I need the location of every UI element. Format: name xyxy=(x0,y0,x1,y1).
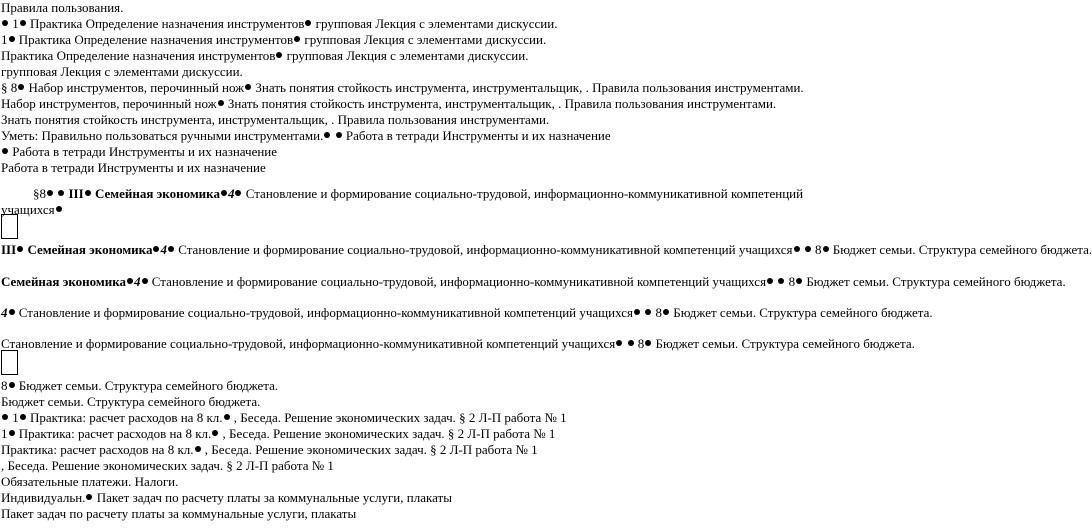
bullet-icon xyxy=(634,309,640,315)
text-line: Практика: расчет расходов на 8 кл. , Беседа. Решение экономических задач. § 2 Л-П работа № 1 xyxy=(1,442,538,457)
bullet-icon xyxy=(20,20,26,26)
text-line: 4 Становление и формирование социально-трудовой, информационно-коммуникативной компетенций учащихся 8 Бюджет семьи. Структура семейного бюджета. xyxy=(1,305,933,320)
bullet-icon xyxy=(153,246,159,252)
bullet-icon xyxy=(9,36,15,42)
bullet-icon xyxy=(85,190,91,196)
text-line: 8 Бюджет семьи. Структура семейного бюджета. xyxy=(1,378,279,393)
text-line: Семейная экономика 4 Становление и формирование социально-трудовой, информационно-коммуникативной компетенций учащихся 8 Бюджет семьи. Структура семейного бюджета. xyxy=(1,274,1066,289)
bullet-icon xyxy=(336,132,342,138)
bullet-icon xyxy=(9,430,15,436)
bullet-icon xyxy=(195,446,201,452)
bullet-icon xyxy=(221,190,227,196)
bullet-icon xyxy=(767,278,773,284)
text-line: 1 Практика: расчет расходов на 8 кл. , Беседа. Решение экономических задач. § 2 Л-П работа № 1 xyxy=(1,426,556,441)
bullet-icon xyxy=(168,246,174,252)
bullet-icon xyxy=(663,309,669,315)
text-line: Работа в тетради Инструменты и их назначение xyxy=(1,144,277,160)
bullet-icon xyxy=(86,494,92,500)
bullet-icon xyxy=(2,414,8,420)
text-line: Обязательные платежи. Налоги. xyxy=(1,474,179,489)
bullet-icon xyxy=(18,84,24,90)
bullet-icon xyxy=(56,206,62,212)
text-line: 1 Практика: расчет расходов на 8 кл. , Беседа. Решение экономических задач. § 2 Л-П работа № 1 xyxy=(1,410,567,426)
text-line: Знать понятия стойкость инструмента, инструментальщик, . Правила пользования инструментами. xyxy=(1,112,550,127)
bullet-icon xyxy=(2,20,8,26)
bullet-icon xyxy=(628,340,634,346)
bullet-icon xyxy=(823,246,829,252)
bullet-icon xyxy=(796,278,802,284)
text-line: групповая Лекция с элементами дискуссии. xyxy=(1,64,243,79)
bullet-icon xyxy=(305,20,311,26)
bullet-icon xyxy=(794,246,800,252)
image-placeholder xyxy=(1,214,18,239)
bullet-icon xyxy=(245,84,251,90)
text-line: Бюджет семьи. Структура семейного бюджета. xyxy=(1,394,261,409)
bullet-icon xyxy=(805,246,811,252)
bullet-icon xyxy=(235,190,241,196)
bullet-icon xyxy=(58,190,64,196)
bullet-icon xyxy=(20,414,26,420)
text-line: Индивидуальн. Пакет задач по расчету платы за коммунальные услуги, плакаты xyxy=(1,490,452,505)
bullet-icon xyxy=(294,36,300,42)
bullet-icon xyxy=(616,340,622,346)
text-line: Работа в тетради Инструменты и их назначение xyxy=(1,160,266,175)
text-line: Практика Определение назначения инструментов групповая Лекция с элементами дискуссии. xyxy=(1,48,529,63)
text-line: III Семейная экономика 4 Становление и формирование социально-трудовой, информационно-коммуникативной компетенций учащихся 8 Бюджет семьи. Структура семейного бюджета. xyxy=(1,242,1092,257)
text-line: Правила пользования. xyxy=(1,0,124,15)
bullet-icon xyxy=(142,278,148,284)
bullet-icon xyxy=(324,132,330,138)
text-line: 1 Практика Определение назначения инструментов групповая Лекция с элементами дискуссии. xyxy=(1,16,557,32)
bullet-icon xyxy=(224,414,230,420)
bullet-icon xyxy=(127,278,133,284)
bullet-icon xyxy=(47,190,53,196)
bullet-icon xyxy=(218,100,224,106)
text-line: § 8 Набор инструментов, перочинный нож Знать понятия стойкость инструмента, инструментальщик, . Правила пользования инструментами. xyxy=(1,80,804,95)
text-line: Становление и формирование социально-трудовой, информационно-коммуникативной компетенций учащихся 8 Бюджет семьи. Структура семейного бюджета. xyxy=(1,336,915,351)
text-line: 1 Практика Определение назначения инструментов групповая Лекция с элементами дискуссии. xyxy=(1,32,547,47)
bullet-icon xyxy=(645,340,651,346)
bullet-icon xyxy=(9,309,15,315)
bullet-icon xyxy=(778,278,784,284)
text-line: Уметь: Правильно пользоваться ручными инструментами. Работа в тетради Инструменты и их назначение xyxy=(1,128,611,143)
text-line: §8 III Семейная экономика 4 Становление и формирование социально-трудовой, информационно-коммуникативной компетенций xyxy=(33,186,804,201)
text-line: Набор инструментов, перочинный нож Знать понятия стойкость инструмента, инструментальщик, . Правила пользования инструментами. xyxy=(1,96,777,111)
bullet-icon xyxy=(17,246,23,252)
bullet-icon xyxy=(276,52,282,58)
text-line: , Беседа. Решение экономических задач. § 2 Л-П работа № 1 xyxy=(1,458,334,473)
text-line: учащихся xyxy=(1,202,63,218)
text-line: Пакет задач по расчету платы за коммунальные услуги, плакаты xyxy=(1,506,357,521)
bullet-icon xyxy=(9,382,15,388)
image-placeholder xyxy=(1,350,18,375)
bullet-icon xyxy=(645,309,651,315)
bullet-icon xyxy=(2,148,8,154)
bullet-icon xyxy=(212,430,218,436)
